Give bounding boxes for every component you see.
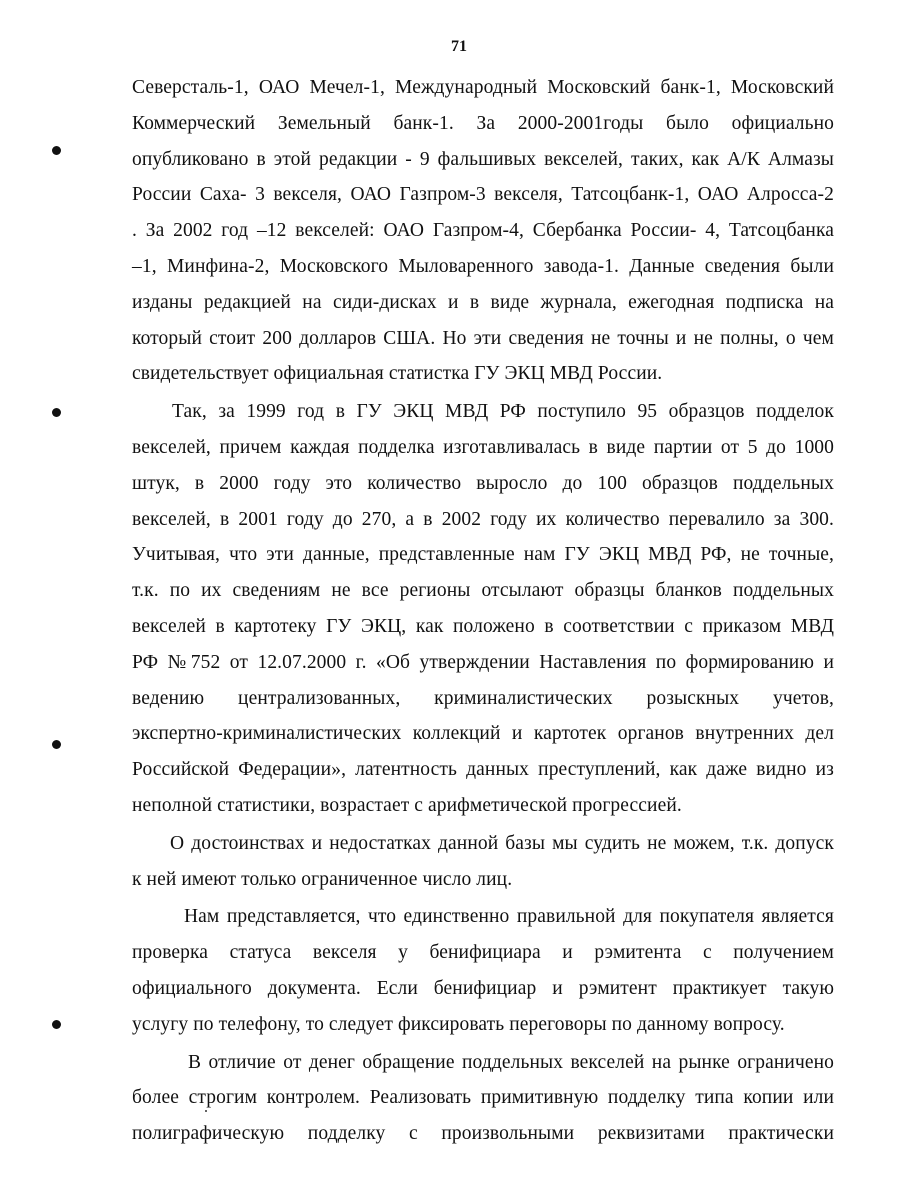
text-line: официального документа. Если бенифициар и рэмитент практикует такую [132,977,834,999]
text-line: полиграфическую подделку с произвольными реквизитами практически [132,1123,834,1145]
text-line: Коммерческий Земельный банк-1. За 2000-2001годы было официально [132,112,834,134]
text-line: России Саха- 3 векселя, ОАО Газпром-3 векселя, Татсоцбанк-1, ОАО Алросса-2 [132,184,834,206]
paragraph-4 [132,899,834,1042]
text-line: В отличие от денег обращение поддельных векселей на рынке ограничено [188,1051,834,1073]
text-line: который стоит 200 долларов США. Но эти сведения не точны и не полны, о чем [132,327,834,349]
text-line: т.к. по их сведениям не все регионы отсылают образцы бланков поддельных [132,580,834,602]
text-line: к ней имеют только ограниченное число лиц. [132,868,513,890]
text-line: свидетельствует официальная статистка ГУ ЭКЦ МВД России. [132,363,663,385]
document-body [132,70,834,1152]
text-line: более строгим контролем. Реализовать примитивную подделку типа копии или [132,1087,834,1109]
text-line: векселей в картотеку ГУ ЭКЦ, как положено в соответствии с приказом МВД [132,615,834,637]
text-line: О достоинствах и недостатках данной базы мы судить не можем, т.к. допуск [170,832,834,854]
text-line: РФ №752 от 12.07.2000 г. «Об утверждении Наставления по формированию и [132,651,834,673]
page-number: 71 [451,38,467,55]
text-line: экспертно-криминалистических коллекций и картотек органов внутренних дел [132,723,834,745]
text-line: проверка статуса векселя у бенифициара и рэмитента с получением [132,942,834,964]
text-line: ведению централизованных, криминалистических розыскных учетов, [132,687,834,709]
paragraph-1 [132,70,834,392]
text-line: изданы редакцией на сиди-дисках и в виде журнала, ежегодная подписка на [132,291,834,313]
binder-hole-mark [52,740,61,749]
text-line: Учитывая, что эти данные, представленные нам ГУ ЭКЦ МВД РФ, не точные, [132,544,834,566]
text-line: –1, Минфина-2, Московского Мыловаренного завода-1. Данные сведения были [132,255,834,277]
paragraph-2 [132,394,834,824]
text-line: Нам представляется, что единственно правильной для покупателя является [184,906,834,928]
text-line: опубликовано в этой редакции - 9 фальшивых векселей, таких, как А/К Алмазы [132,148,834,170]
paragraph-5 [132,1045,834,1152]
text-line: векселей, причем каждая подделка изготавливалась в виде партии от 5 до 1000 [132,436,834,458]
text-line: Так, за 1999 год в ГУ ЭКЦ МВД РФ поступило 95 образцов подделок [172,401,834,423]
text-line: неполной статистики, возрастает с арифметической прогрессией. [132,794,682,816]
text-line: услугу по телефону, то следует фиксировать переговоры по данному вопросу. [132,1013,785,1035]
text-line: векселей, в 2001 году до 270, а в 2002 году их количество перевалило за 300. [132,508,834,530]
paragraph-3 [132,826,834,898]
text-line: штук, в 2000 году это количество выросло до 100 образцов поддельных [132,472,834,494]
text-line: Северсталь-1, ОАО Мечел-1, Международный Московский банк-1, Московский [132,77,834,98]
binder-hole-mark [52,1020,61,1029]
text-line: Российской Федерации», латентность данных преступлений, как даже видно из [132,759,834,781]
binder-hole-mark [52,146,61,155]
binder-hole-mark [52,408,61,417]
text-line: . За 2002 год –12 векселей: ОАО Газпром-4, Сбербанка России- 4, Татсоцбанка [132,220,834,242]
